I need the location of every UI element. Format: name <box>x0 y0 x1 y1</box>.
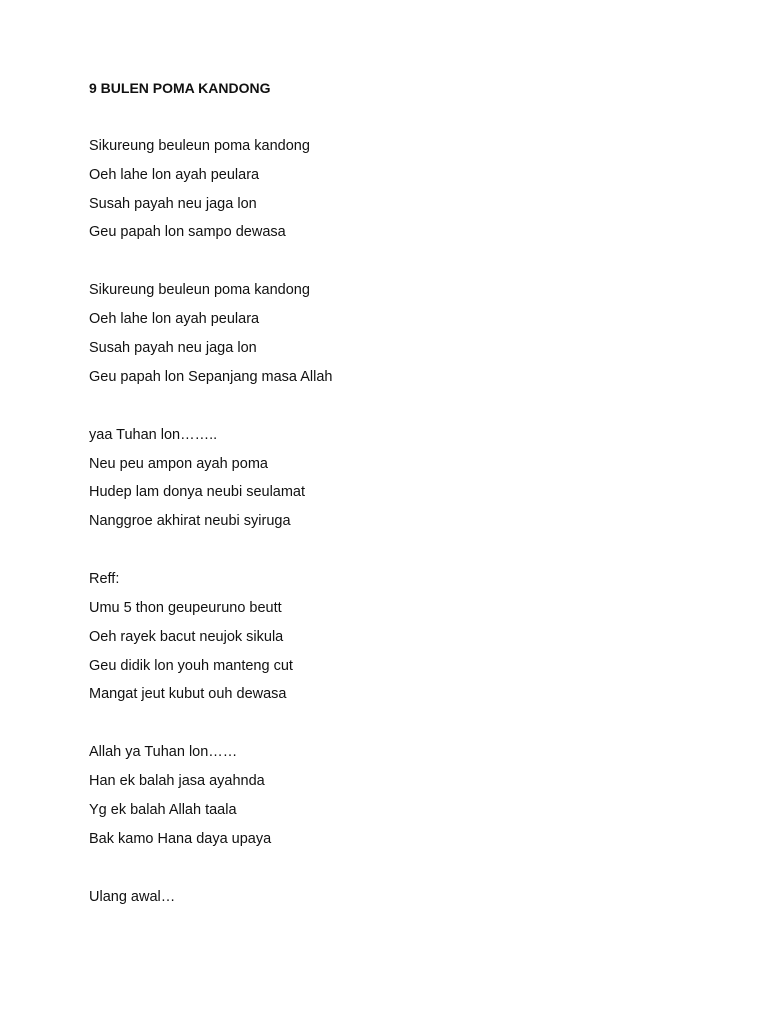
lyric-line: Mangat jeut kubut ouh dewasa <box>89 686 287 703</box>
stanza-2 <box>89 280 689 386</box>
lyric-line: Sikureung beuleun poma kandong <box>89 282 310 299</box>
lyrics-body <box>89 78 689 907</box>
lyric-line: yaa Tuhan lon…….. <box>89 426 218 443</box>
lyric-line: Geu didik lon youh manteng cut <box>89 657 293 674</box>
lyric-line: Hudep lam donya neubi seulamat <box>89 484 306 501</box>
lyric-line: Nanggroe akhirat neubi syiruga <box>89 513 291 530</box>
stanza-closing <box>89 887 689 907</box>
lyric-line: Geu papah lon Sepanjang masa Allah <box>89 368 333 385</box>
lyric-line: Umu 5 thon geupeuruno beutt <box>89 599 282 616</box>
lyric-line: Oeh rayek bacut neujok sikula <box>89 628 284 645</box>
lyric-line: Han ek balah jasa ayahnda <box>89 773 265 790</box>
lyric-line: Susah payah neu jaga lon <box>89 195 257 212</box>
document-title: 9 BULEN POMA KANDONG <box>89 80 271 96</box>
lyric-line: Allah ya Tuhan lon…… <box>89 744 238 761</box>
stanza-1 <box>89 136 689 242</box>
lyric-line: Yg ek balah Allah taala <box>89 801 237 818</box>
lyric-line: Oeh lahe lon ayah peulara <box>89 166 260 183</box>
stanza-reff <box>89 569 689 704</box>
stanza-5 <box>89 742 689 848</box>
lyric-line: Susah payah neu jaga lon <box>89 339 257 356</box>
lyric-line: Bak kamo Hana daya upaya <box>89 830 272 847</box>
lyric-line: Neu peu ampon ayah poma <box>89 455 268 472</box>
lyric-line: Geu papah lon sampo dewasa <box>89 224 286 241</box>
refrain-label: Reff: <box>89 571 120 588</box>
stanza-3 <box>89 425 689 531</box>
lyric-line: Oeh lahe lon ayah peulara <box>89 311 260 328</box>
lyric-line: Sikureung beuleun poma kandong <box>89 138 310 154</box>
repeat-instruction: Ulang awal… <box>89 888 176 905</box>
